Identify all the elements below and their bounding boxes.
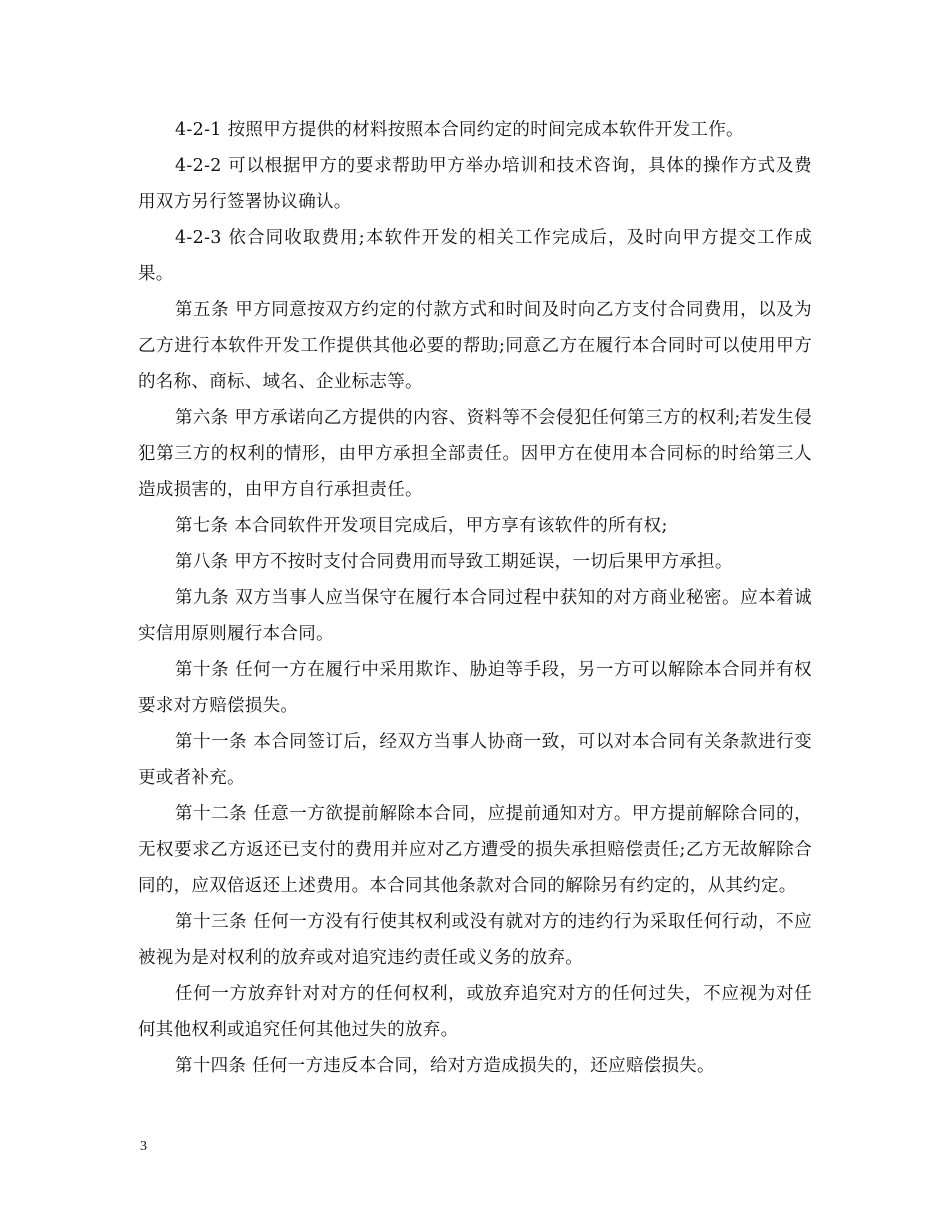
- document-body: [138, 112, 812, 1084]
- article-14: 第十四条 任何一方违反本合同，给对方造成损失的，还应赔偿损失。: [175, 1056, 715, 1076]
- article-13: 第十三条 任何一方没有行使其权利或没有就对方的违约行为采取任何行动，不应被视为是对权利的放弃或对追究违约责任或义务的放弃。: [138, 912, 812, 968]
- article-12: 第十二条 任意一方欲提前解除本合同，应提前通知对方。甲方提前解除合同的，无权要求乙方返还已支付的费用并应对乙方遭受的损失承担赔偿责任;乙方无故解除合同的，应双倍返还上述费用。本合同其他条款对合同的解除另有约定的，从其约定。: [138, 804, 812, 896]
- clause-4-2-3: 4-2-3 依合同收取费用;本软件开发的相关工作完成后，及时向甲方提交工作成果。: [138, 228, 812, 284]
- article-6: 第六条 甲方承诺向乙方提供的内容、资料等不会侵犯任何第三方的权利;若发生侵犯第三方的权利的情形，由甲方承担全部责任。因甲方在使用本合同标的时给第三人造成损害的，由甲方自行承担责任。: [138, 408, 812, 500]
- article-10: 第十条 任何一方在履行中采用欺诈、胁迫等手段，另一方可以解除本合同并有权要求对方赔偿损失。: [138, 660, 812, 716]
- article-5: 第五条 甲方同意按双方约定的付款方式和时间及时向乙方支付合同费用，以及为乙方进行本软件开发工作提供其他必要的帮助;同意乙方在履行本合同时可以使用甲方的名称、商标、域名、企业标志等。: [138, 300, 812, 392]
- article-13-continued: 任何一方放弃针对对方的任何权利，或放弃追究对方的任何过失，不应视为对任何其他权利或追究任何其他过失的放弃。: [138, 984, 812, 1040]
- article-9: 第九条 双方当事人应当保守在履行本合同过程中获知的对方商业秘密。应本着诚实信用原则履行本合同。: [138, 588, 812, 644]
- article-8: 第八条 甲方不按时支付合同费用而导致工期延误，一切后果甲方承担。: [175, 552, 733, 572]
- article-11: 第十一条 本合同签订后，经双方当事人协商一致，可以对本合同有关条款进行变更或者补充。: [138, 732, 812, 788]
- clause-4-2-1: 4-2-1 按照甲方提供的材料按照本合同约定的时间完成本软件开发工作。: [175, 120, 744, 140]
- clause-4-2-2: 4-2-2 可以根据甲方的要求帮助甲方举办培训和技术咨询，具体的操作方式及费用双方另行签署协议确认。: [138, 156, 812, 212]
- page-number: 3: [140, 1139, 147, 1154]
- article-7: 第七条 本合同软件开发项目完成后，甲方享有该软件的所有权;: [175, 516, 668, 536]
